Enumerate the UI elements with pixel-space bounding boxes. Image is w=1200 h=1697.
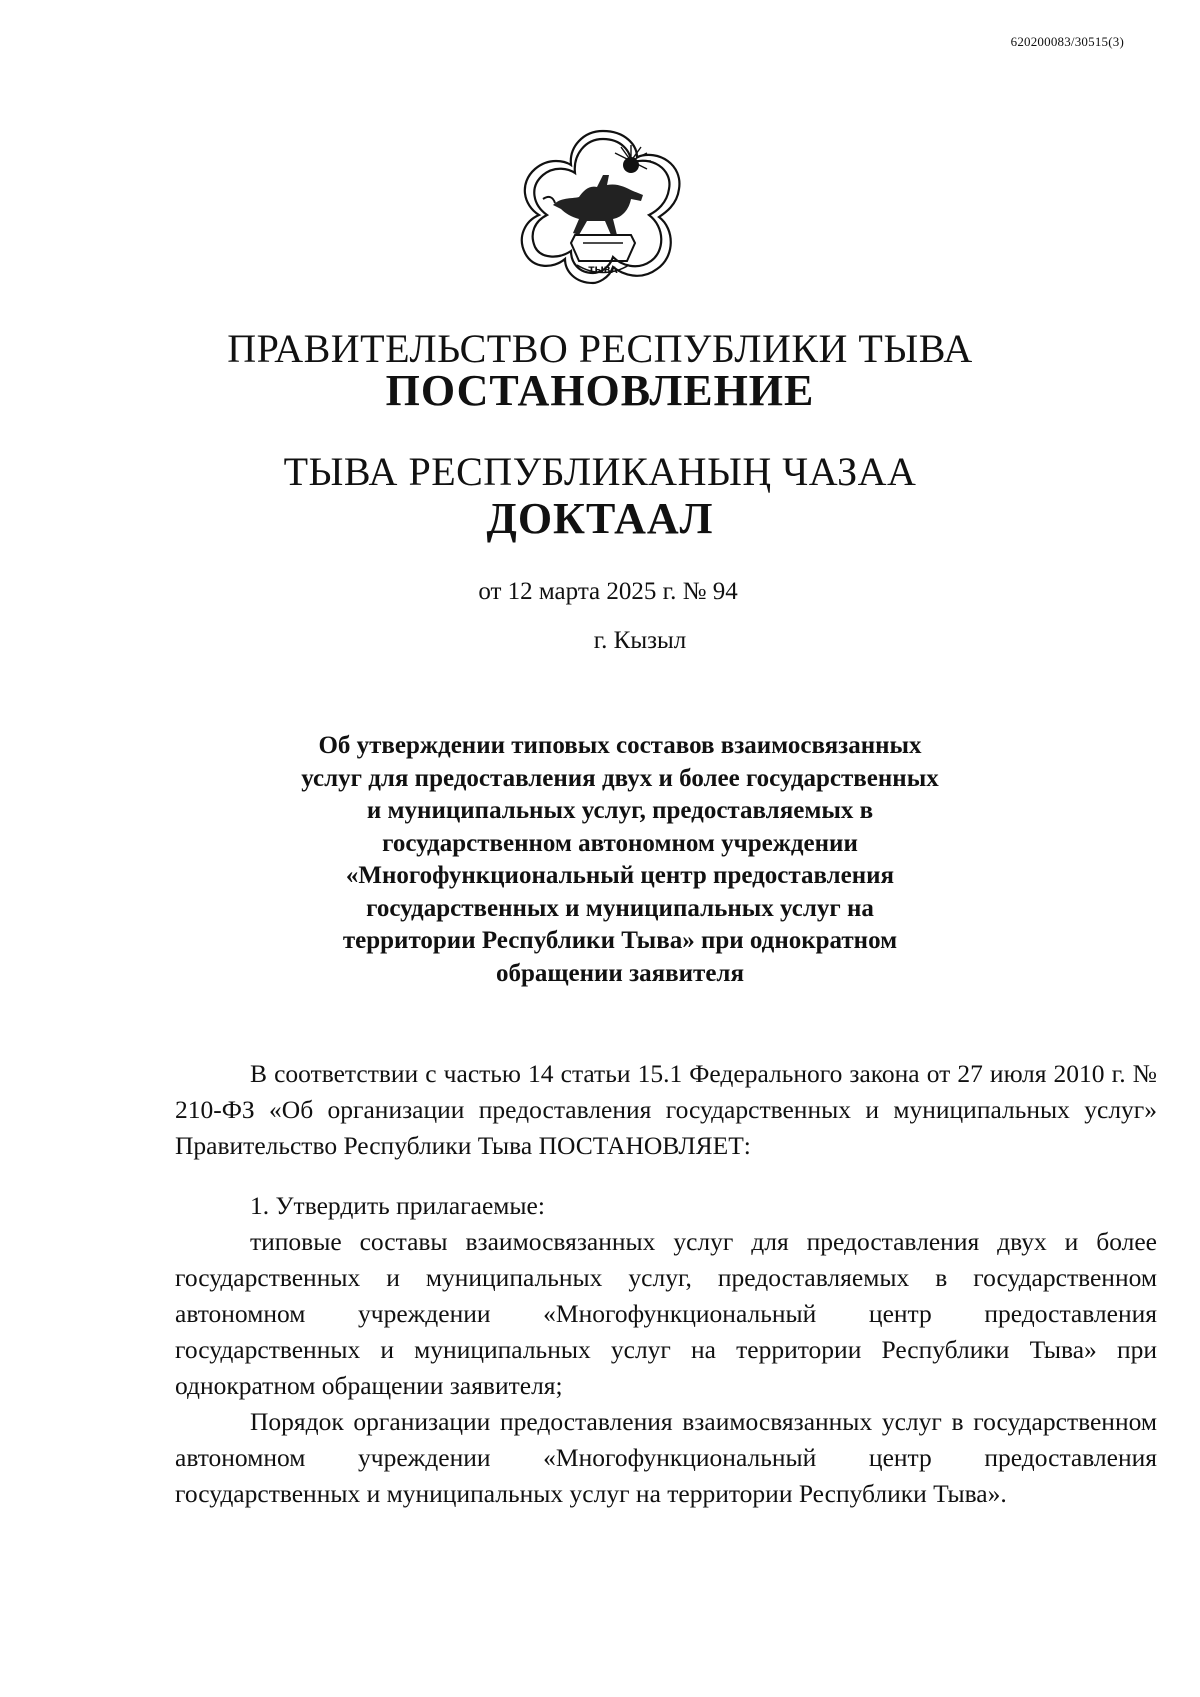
government-name-tv: ТЫВА РЕСПУБЛИКАНЫҢ ЧАЗАА (283, 449, 917, 494)
document-number: 620200083/30515(3) (1010, 34, 1124, 49)
coat-of-arms-icon (513, 125, 693, 287)
svg-text:ТЫВА: ТЫВА (588, 266, 618, 276)
decree-date: от 12 марта 2025 г. № 94 (478, 578, 738, 605)
decree-type-tv: ДОКТААЛ (486, 494, 714, 543)
decree-city: г. Кызыл (593, 627, 687, 654)
paragraph-procedure: Порядок организации предоставления взаимосвязанных услуг в государственном автономном учреждении «Многофункциональный центр предоставления государственных и муниципальных услуг на территории Республики Тыва». (175, 1407, 1157, 1508)
paragraph-typical-compositions: типовые составы взаимосвязанных услуг для предоставления двух и более государственных и муниципальных услуг, предоставляемых в государственном автономном учреждении «Многофункциональный центр предоставления государственных и муниципальных услуг на территории Республики Тыва» при однократном обращении заявителя; (175, 1227, 1157, 1400)
paragraph-item-1: 1. Утвердить прилагаемые: (250, 1191, 545, 1220)
decree-title: Об утверждении типовых составов взаимосвязанных услуг для предоставления двух и более государственных и муниципальных услуг, предоставляемых в государственном автономном учреждении «Многофункциональный центр предоставления государственных и муниципальных услуг на территории Республики Тыва» при однократном обращении заявителя (301, 732, 939, 987)
government-name-ru: ПРАВИТЕЛЬСТВО РЕСПУБЛИКИ ТЫВА (227, 326, 973, 371)
decree-body (175, 1056, 1157, 1512)
decree-type-ru: ПОСТАНОВЛЕНИЕ (385, 366, 815, 415)
paragraph-preamble: В соответствии с частью 14 статьи 15.1 Федерального закона от 27 июля 2010 г. № 210-ФЗ «Об организации предоставления государственных и муниципальных услуг» Правительство Республики Тыва ПОСТАНОВЛЯЕТ: (175, 1059, 1157, 1160)
